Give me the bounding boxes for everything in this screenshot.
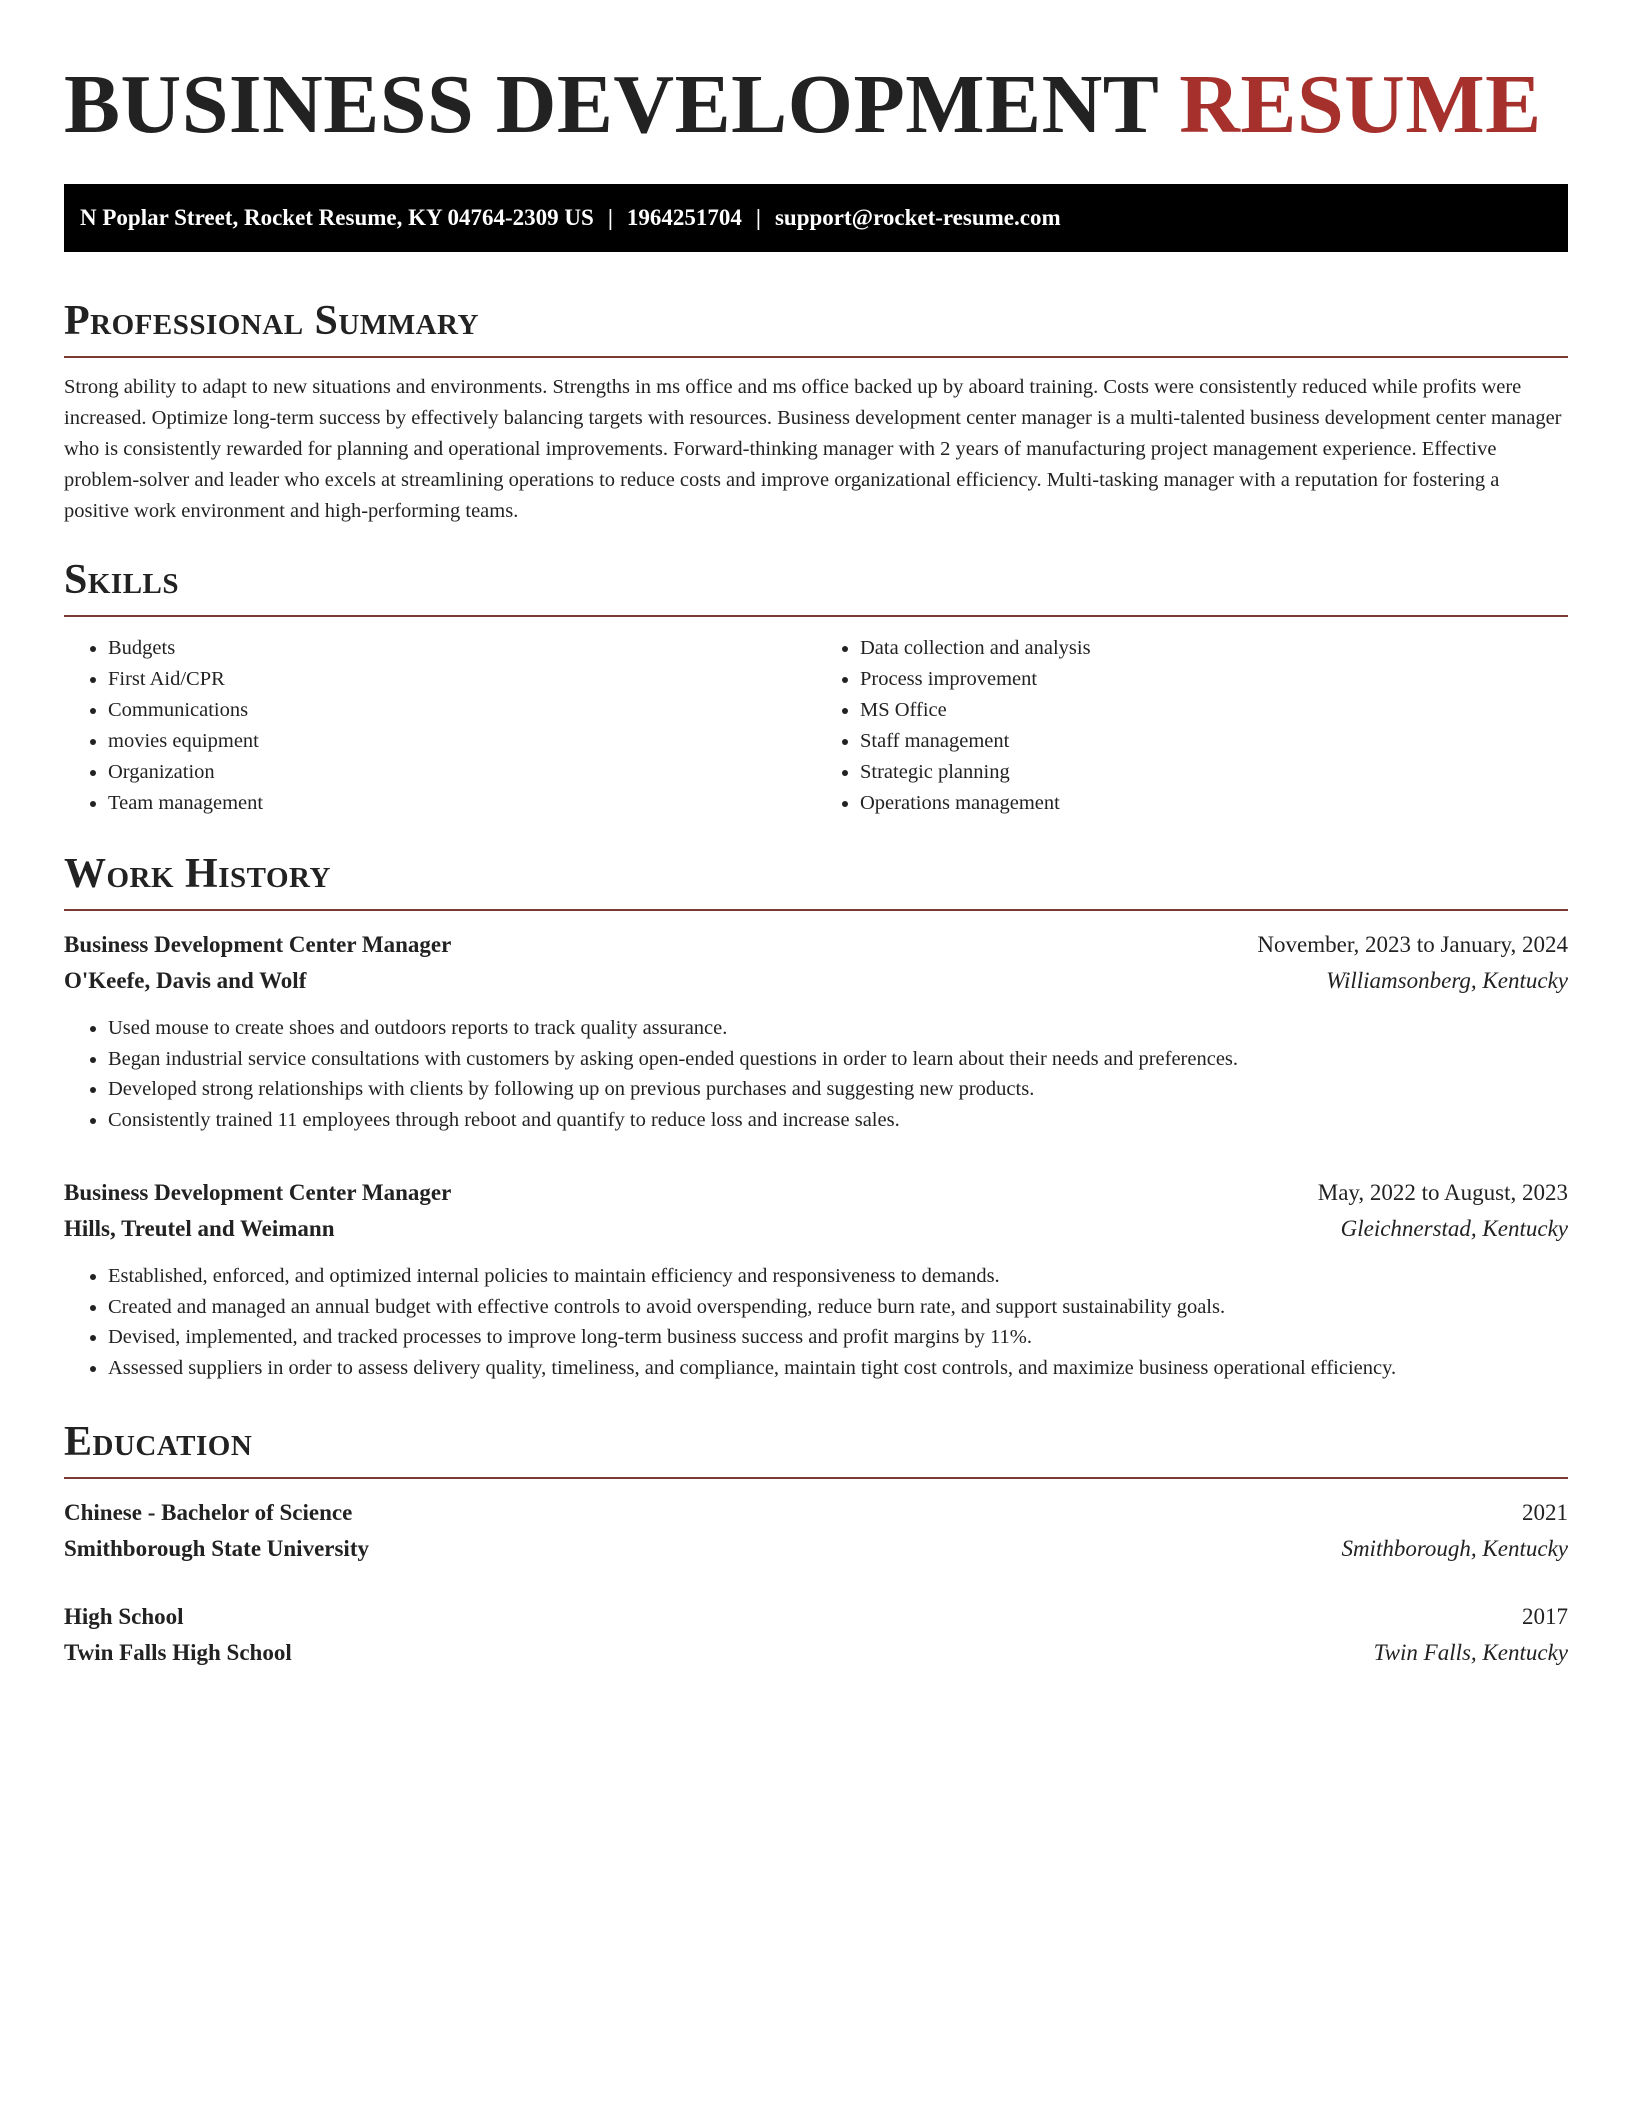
skill-item: • Operations management xyxy=(860,788,1568,819)
job-company: Hills, Treutel and Weimann xyxy=(64,1216,335,1241)
job-bullet: • Developed strong relationships with clients by following up on previous purchases and suggesting new products. xyxy=(108,1074,1568,1105)
skill-item: • First Aid/CPR xyxy=(108,664,816,695)
education-year: 2017 xyxy=(1522,1604,1568,1629)
education-degree-row xyxy=(64,1599,1568,1635)
section-heading-summary: Professional Summary xyxy=(64,298,479,344)
education-degree-row xyxy=(64,1495,1568,1531)
job-company: O'Keefe, Davis and Wolf xyxy=(64,968,307,993)
job-bullet: • Established, enforced, and optimized internal policies to maintain efficiency and responsiveness to demands. xyxy=(108,1261,1568,1292)
education-school-row xyxy=(64,1531,1568,1567)
contact-email[interactable]: support@rocket-resume.com xyxy=(774,205,1061,230)
job-entry xyxy=(64,927,1568,1135)
job-title: Business Development Center Manager xyxy=(64,1180,452,1205)
contact-phone: 1964251704 xyxy=(626,205,742,230)
skills-column-right xyxy=(816,633,1568,819)
education-section xyxy=(64,1417,1568,1671)
summary-text: Strong ability to adapt to new situations and environments. Strengths in ms office and ms office backed up by aboard training. Costs were consistently reduced while profits were increased. Optimize long-term success by effectively balancing targets with resources. Business development center manager is a multi-talented business development center manager who is consistently rewarded for planning and operational improvements. Forward-thinking manager with 2 years of manufacturing project management experience. Effective problem-solver and leader who excels at streamlining operations to reduce costs and improve organizational efficiency. Multi-tasking manager with a reputation for fostering a positive work environment and high-performing teams. xyxy=(64,376,1562,522)
section-divider xyxy=(64,1477,1568,1479)
job-company-row xyxy=(64,1211,1568,1247)
professional-summary-section xyxy=(64,296,1568,527)
job-bullet: • Created and managed an annual budget with effective controls to avoid overspending, reduce burn rate, and support sustainability goals. xyxy=(108,1292,1568,1323)
job-dates: November, 2023 to January, 2024 xyxy=(1257,932,1568,957)
job-bullet: • Began industrial service consultations with customers by asking open-ended questions in order to learn about their needs and preferences. xyxy=(108,1044,1568,1075)
skill-item: • Organization xyxy=(108,757,816,788)
skill-item: • Budgets xyxy=(108,633,816,664)
education-entry xyxy=(64,1495,1568,1567)
job-bullet: • Devised, implemented, and tracked processes to improve long-term business success and profit margins by 11%. xyxy=(108,1322,1568,1353)
skill-item: • movies equipment xyxy=(108,726,816,757)
section-divider xyxy=(64,615,1568,617)
skill-item: • Strategic planning xyxy=(860,757,1568,788)
education-degree: High School xyxy=(64,1604,184,1629)
education-school: Smithborough State University xyxy=(64,1536,369,1561)
education-school-row xyxy=(64,1635,1568,1671)
section-divider xyxy=(64,909,1568,911)
job-entry xyxy=(64,1175,1568,1383)
education-school: Twin Falls High School xyxy=(64,1640,292,1665)
skill-item: • Data collection and analysis xyxy=(860,633,1568,664)
job-bullets xyxy=(64,1013,1568,1135)
education-location: Smithborough, Kentucky xyxy=(1341,1536,1568,1561)
education-location: Twin Falls, Kentucky xyxy=(1373,1640,1568,1665)
section-divider xyxy=(64,356,1568,358)
job-header-row xyxy=(64,1175,1568,1211)
skills-section xyxy=(64,555,1568,819)
contact-bar xyxy=(64,184,1568,252)
skill-item: • MS Office xyxy=(860,695,1568,726)
education-year: 2021 xyxy=(1522,1500,1568,1525)
job-location: Gleichnerstad, Kentucky xyxy=(1340,1216,1568,1241)
job-bullet: • Consistently trained 11 employees through reboot and quantify to reduce loss and increase sales. xyxy=(108,1105,1568,1136)
skills-column-left xyxy=(64,633,816,819)
education-degree: Chinese - Bachelor of Science xyxy=(64,1500,353,1525)
section-heading-education: Education xyxy=(64,1419,253,1465)
job-bullet: • Used mouse to create shoes and outdoors reports to track quality assurance. xyxy=(108,1013,1568,1044)
job-bullets xyxy=(64,1261,1568,1383)
job-dates: May, 2022 to August, 2023 xyxy=(1317,1180,1568,1205)
contact-address: N Poplar Street, Rocket Resume, KY 04764-2309 US xyxy=(80,205,594,230)
contact-separator: | xyxy=(755,205,761,230)
skill-item: • Staff management xyxy=(860,726,1568,757)
job-location: Williamsonberg, Kentucky xyxy=(1326,968,1568,993)
job-bullet: • Assessed suppliers in order to assess delivery quality, timeliness, and compliance, maintain tight cost controls, and maximize business operational efficiency. xyxy=(108,1353,1568,1384)
job-company-row xyxy=(64,963,1568,999)
skill-item: • Communications xyxy=(108,695,816,726)
education-entry xyxy=(64,1599,1568,1671)
job-header-row xyxy=(64,927,1568,963)
skill-item: • Team management xyxy=(108,788,816,819)
section-heading-work: Work History xyxy=(64,851,331,897)
resume-title xyxy=(64,60,1568,150)
job-title: Business Development Center Manager xyxy=(64,932,452,957)
title-accent: RESUME xyxy=(1179,58,1542,151)
skill-item: • Process improvement xyxy=(860,664,1568,695)
skills-grid xyxy=(64,633,1568,819)
title-main: BUSINESS DEVELOPMENT xyxy=(64,58,1158,151)
contact-separator: | xyxy=(607,205,613,230)
section-heading-skills: Skills xyxy=(64,557,180,603)
work-history-section xyxy=(64,849,1568,1383)
